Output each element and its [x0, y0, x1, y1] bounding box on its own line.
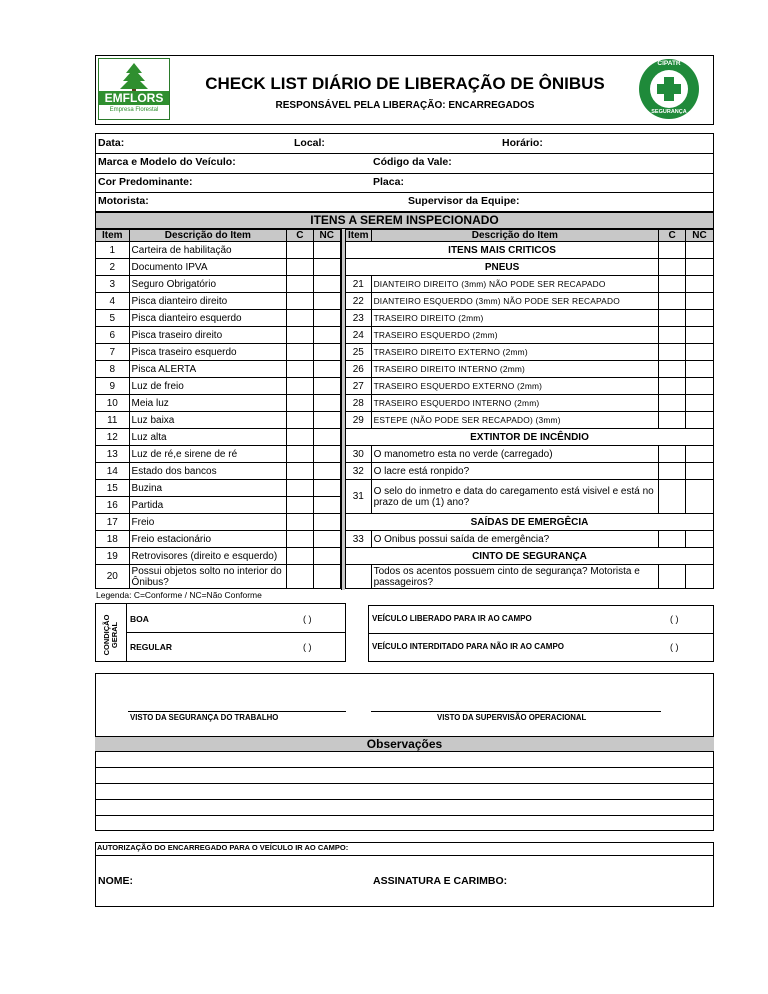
- autorizacao-title: AUTORIZAÇÃO DO ENCARREGADO PARA O VEÍCULO IR AO CAMPO:: [97, 843, 349, 852]
- item-description: Estado dos bancos: [129, 463, 287, 480]
- regular-checkbox[interactable]: ( ): [303, 642, 312, 652]
- observacoes-line[interactable]: [95, 815, 714, 816]
- table-row: [96, 327, 341, 344]
- check-nc[interactable]: [686, 361, 714, 378]
- table-row: [96, 395, 341, 412]
- item-description: Freio estacionário: [129, 531, 287, 548]
- item-number: 1: [96, 242, 130, 259]
- col-c-header: C: [659, 230, 686, 242]
- item-number: 21: [346, 276, 372, 293]
- checklist-title: ITENS A SEREM INSPECIONADO: [95, 212, 714, 229]
- condicao-boa: BOA: [130, 614, 149, 624]
- table-row: [96, 242, 341, 259]
- item-number: 3: [96, 276, 130, 293]
- item-description: Seguro Obrigatório: [129, 276, 287, 293]
- item-number: 20: [96, 565, 130, 589]
- seal-top-text: CIPATR: [657, 60, 681, 67]
- item-description: Documento IPVA: [129, 259, 287, 276]
- check-c[interactable]: [659, 412, 686, 429]
- item-number: 12: [96, 429, 130, 446]
- check-c[interactable]: [287, 565, 313, 589]
- table-row: [96, 378, 341, 395]
- right-checklist-table: [345, 229, 714, 589]
- check-c[interactable]: [659, 361, 686, 378]
- item-number: 27: [346, 378, 372, 395]
- field-codigo-vale[interactable]: Código da Vale:: [373, 156, 452, 168]
- check-c[interactable]: [659, 259, 686, 276]
- check-nc[interactable]: [313, 497, 340, 514]
- item-number: 24: [346, 327, 372, 344]
- group-header-pneus: PNEUS: [346, 259, 659, 276]
- check-nc[interactable]: [313, 446, 340, 463]
- check-c[interactable]: [287, 548, 313, 565]
- check-nc[interactable]: [686, 565, 714, 589]
- item-number: 15: [96, 480, 130, 497]
- liberado-checkbox[interactable]: ( ): [670, 614, 679, 624]
- visto-seguranca: VISTO DA SEGURANÇA DO TRABALHO: [130, 713, 279, 722]
- item-description: TRASEIRO DIREITO EXTERNO (2mm): [371, 344, 659, 361]
- check-c[interactable]: [659, 276, 686, 293]
- item-number: [346, 565, 372, 589]
- check-nc[interactable]: [686, 480, 714, 514]
- check-c[interactable]: [287, 276, 313, 293]
- check-nc[interactable]: [313, 378, 340, 395]
- item-number: 8: [96, 361, 130, 378]
- item-number: 17: [96, 514, 130, 531]
- field-motorista[interactable]: Motorista:: [98, 195, 149, 207]
- item-description: Luz alta: [129, 429, 287, 446]
- check-c[interactable]: [287, 361, 313, 378]
- check-nc[interactable]: [686, 327, 714, 344]
- assinatura-field[interactable]: ASSINATURA E CARIMBO:: [373, 875, 508, 887]
- check-c[interactable]: [659, 378, 686, 395]
- table-row: [96, 293, 341, 310]
- item-description: Pisca dianteiro direito: [129, 293, 287, 310]
- item-description: Possui objetos solto no interior do Ônibus?: [129, 565, 287, 589]
- check-c[interactable]: [287, 412, 313, 429]
- check-nc[interactable]: [313, 242, 340, 259]
- check-nc[interactable]: [313, 276, 340, 293]
- check-nc[interactable]: [313, 531, 340, 548]
- signature-line-supervisao[interactable]: [371, 711, 661, 712]
- check-nc[interactable]: [313, 293, 340, 310]
- item-number: 16: [96, 497, 130, 514]
- item-number: 26: [346, 361, 372, 378]
- nome-field[interactable]: NOME:: [98, 875, 133, 887]
- check-c[interactable]: [659, 242, 686, 259]
- boa-checkbox[interactable]: ( ): [303, 614, 312, 624]
- vistos-observacoes-box: [95, 673, 714, 831]
- logo-subtext: Empresa Florestal: [109, 107, 159, 113]
- item-description: O manometro esta no verde (carregado): [371, 446, 659, 463]
- check-c[interactable]: [287, 310, 313, 327]
- item-description: DIANTEIRO DIREITO (3mm) NÃO PODE SER RECAPADO: [371, 276, 659, 293]
- field-marca-modelo[interactable]: Marca e Modelo do Veículo:: [98, 156, 236, 168]
- table-row: [96, 361, 341, 378]
- item-description: TRASEIRO ESQUERDO EXTERNO (2mm): [371, 378, 659, 395]
- info-fields: [95, 133, 714, 212]
- table-row: [96, 463, 341, 480]
- table-row: [96, 310, 341, 327]
- check-c[interactable]: [659, 327, 686, 344]
- group-header-cinto: CINTO DE SEGURANÇA: [346, 548, 714, 565]
- item-description: TRASEIRO DIREITO INTERNO (2mm): [371, 361, 659, 378]
- item-number: 2: [96, 259, 130, 276]
- item-number: 11: [96, 412, 130, 429]
- field-cor[interactable]: Cor Predominante:: [98, 176, 193, 188]
- check-c[interactable]: [287, 480, 313, 497]
- seal-bottom-text: SEGURANÇA: [651, 109, 687, 115]
- item-description: TRASEIRO DIREITO (2mm): [371, 310, 659, 327]
- item-description: Pisca traseiro direito: [129, 327, 287, 344]
- item-number: 10: [96, 395, 130, 412]
- check-c[interactable]: [659, 531, 686, 548]
- check-c[interactable]: [659, 565, 686, 589]
- cipatr-seal: [636, 57, 702, 121]
- group-header-saidas: SAÍDAS DE EMERGÊCIA: [346, 514, 714, 531]
- table-row: [96, 514, 341, 531]
- item-number: 28: [346, 395, 372, 412]
- item-description: O Onibus possui saída de emergência?: [371, 531, 659, 548]
- item-number: 18: [96, 531, 130, 548]
- check-nc[interactable]: [686, 276, 714, 293]
- check-c[interactable]: [287, 378, 313, 395]
- item-number: 30: [346, 446, 372, 463]
- field-local[interactable]: Local:: [294, 137, 325, 149]
- check-c[interactable]: [659, 344, 686, 361]
- item-number: 4: [96, 293, 130, 310]
- item-number: 29: [346, 412, 372, 429]
- check-nc[interactable]: [313, 548, 340, 565]
- check-nc[interactable]: [686, 293, 714, 310]
- page-title: CHECK LIST DIÁRIO DE LIBERAÇÃO DE ÔNIBUS: [205, 74, 605, 93]
- check-nc[interactable]: [313, 514, 340, 531]
- check-c[interactable]: [659, 446, 686, 463]
- left-checklist-table: [95, 229, 341, 589]
- col-c-header: C: [287, 230, 313, 242]
- item-description: Luz de ré,e sirene de ré: [129, 446, 287, 463]
- item-description: Retrovisores (direito e esquerdo): [129, 548, 287, 565]
- observacoes-line[interactable]: [95, 799, 714, 800]
- check-nc[interactable]: [313, 429, 340, 446]
- legend: [96, 590, 262, 600]
- item-description: ESTEPE (NÃO PODE SER RECAPADO) (3mm): [371, 412, 659, 429]
- item-number: 33: [346, 531, 372, 548]
- item-number: 25: [346, 344, 372, 361]
- check-nc[interactable]: [313, 344, 340, 361]
- item-description: Carteira de habilitação: [129, 242, 287, 259]
- item-description: Pisca traseiro esquerdo: [129, 344, 287, 361]
- table-row: [96, 412, 341, 429]
- check-nc[interactable]: [686, 395, 714, 412]
- condicao-side-label: CONDIÇÃO GERAL: [102, 614, 119, 656]
- check-nc[interactable]: [686, 242, 714, 259]
- veiculo-interditado: VEÍCULO INTERDITADO PARA NÃO IR AO CAMPO: [372, 642, 564, 651]
- item-number: 31: [346, 480, 372, 514]
- item-description: O lacre está ronpido?: [371, 463, 659, 480]
- table-row: [96, 446, 341, 463]
- item-description: Partida: [129, 497, 287, 514]
- item-description: TRASEIRO ESQUERDO INTERNO (2mm): [371, 395, 659, 412]
- item-description: Luz baixa: [129, 412, 287, 429]
- observacoes-line[interactable]: [95, 767, 714, 768]
- item-number: 22: [346, 293, 372, 310]
- table-row: [96, 531, 341, 548]
- check-nc[interactable]: [313, 310, 340, 327]
- field-data[interactable]: Data:: [98, 137, 125, 149]
- item-description: Freio: [129, 514, 287, 531]
- item-description: O selo do inmetro e data do caregamento está visivel e está no prazo de um (1) ano?: [371, 480, 659, 514]
- check-nc[interactable]: [313, 361, 340, 378]
- legend-text: Legenda: C=Conforme / NC=Não Conforme: [96, 590, 262, 600]
- item-description: Meia luz: [129, 395, 287, 412]
- col-desc-header: Descrição do Item: [371, 230, 659, 242]
- table-row: [96, 497, 341, 514]
- check-c[interactable]: [659, 463, 686, 480]
- group-header-extintor: EXTINTOR DE INCÊNDIO: [346, 429, 714, 446]
- item-number: 6: [96, 327, 130, 344]
- col-item-header: Item: [96, 230, 130, 242]
- table-row: [96, 344, 341, 361]
- check-nc[interactable]: [313, 565, 340, 589]
- table-row: [96, 259, 341, 276]
- check-nc[interactable]: [313, 412, 340, 429]
- col-nc-header: NC: [686, 230, 714, 242]
- check-c[interactable]: [287, 327, 313, 344]
- veiculo-liberado: VEÍCULO LIBERADO PARA IR AO CAMPO: [372, 614, 532, 623]
- check-c[interactable]: [287, 344, 313, 361]
- company-logo: [98, 58, 170, 120]
- visto-supervisao: VISTO DA SUPERVISÃO OPERACIONAL: [437, 713, 587, 722]
- check-c[interactable]: [287, 446, 313, 463]
- item-description: Todos os acentos possuem cinto de segurança? Motorista e passageiros?: [371, 565, 659, 589]
- check-nc[interactable]: [686, 344, 714, 361]
- check-c[interactable]: [287, 429, 313, 446]
- field-horario[interactable]: Horário:: [502, 137, 543, 149]
- check-nc[interactable]: [686, 412, 714, 429]
- item-number: 7: [96, 344, 130, 361]
- field-supervisor[interactable]: Supervisor da Equipe:: [408, 195, 520, 207]
- logo-text: EMFLORS: [99, 91, 169, 105]
- field-placa[interactable]: Placa:: [373, 176, 404, 188]
- item-description: Luz de freio: [129, 378, 287, 395]
- check-c[interactable]: [659, 480, 686, 514]
- condicao-regular: REGULAR: [130, 642, 173, 652]
- col-item-header: Item: [346, 230, 372, 242]
- check-c[interactable]: [287, 463, 313, 480]
- item-number: 13: [96, 446, 130, 463]
- group-header-criticos: ITENS MAIS CRITICOS: [346, 242, 659, 259]
- check-c[interactable]: [287, 293, 313, 310]
- table-row: [96, 429, 341, 446]
- check-c[interactable]: [659, 310, 686, 327]
- table-row: [96, 480, 341, 497]
- item-description: Pisca ALERTA: [129, 361, 287, 378]
- observacoes-line[interactable]: [95, 783, 714, 784]
- check-nc[interactable]: [313, 259, 340, 276]
- check-c[interactable]: [287, 395, 313, 412]
- observacoes-title: Observações: [95, 736, 714, 752]
- item-number: 23: [346, 310, 372, 327]
- item-number: 5: [96, 310, 130, 327]
- item-number: 32: [346, 463, 372, 480]
- item-number: 14: [96, 463, 130, 480]
- check-c[interactable]: [659, 293, 686, 310]
- col-nc-header: NC: [313, 230, 340, 242]
- check-nc[interactable]: [686, 310, 714, 327]
- check-c[interactable]: [659, 395, 686, 412]
- check-nc[interactable]: [686, 531, 714, 548]
- item-description: DIANTEIRO ESQUERDO (3mm) NÃO PODE SER RECAPADO: [371, 293, 659, 310]
- check-nc[interactable]: [313, 395, 340, 412]
- check-c[interactable]: [287, 514, 313, 531]
- item-description: TRASEIRO ESQUERDO (2mm): [371, 327, 659, 344]
- signature-line-seguranca[interactable]: [128, 711, 346, 712]
- check-c[interactable]: [287, 259, 313, 276]
- interditado-checkbox[interactable]: ( ): [670, 642, 679, 652]
- check-nc[interactable]: [686, 463, 714, 480]
- col-desc-header: Descrição do Item: [129, 230, 287, 242]
- table-row: [96, 565, 341, 589]
- check-c[interactable]: [287, 497, 313, 514]
- check-c[interactable]: [287, 531, 313, 548]
- check-nc[interactable]: [313, 480, 340, 497]
- check-nc[interactable]: [313, 327, 340, 344]
- item-number: 9: [96, 378, 130, 395]
- check-nc[interactable]: [686, 378, 714, 395]
- item-description: Pisca dianteiro esquerdo: [129, 310, 287, 327]
- check-nc[interactable]: [686, 446, 714, 463]
- check-nc[interactable]: [313, 463, 340, 480]
- check-c[interactable]: [287, 242, 313, 259]
- check-nc[interactable]: [686, 259, 714, 276]
- page-subtitle: RESPONSÁVEL PELA LIBERAÇÃO: ENCARREGADOS: [275, 100, 535, 111]
- table-row: [96, 276, 341, 293]
- item-number: 19: [96, 548, 130, 565]
- table-row: [96, 548, 341, 565]
- item-description: Buzina: [129, 480, 287, 497]
